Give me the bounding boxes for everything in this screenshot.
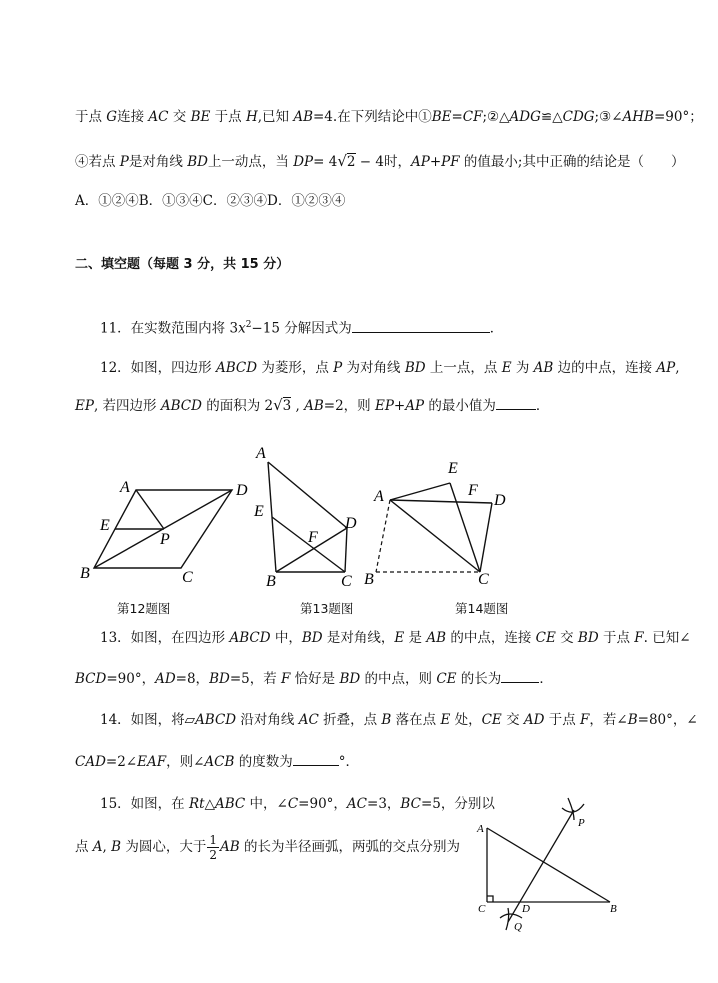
fig15-line-pq [508,810,574,922]
fig15-side-ab [487,828,610,902]
q10-line-2: ④若点 P是对角线 BD上一动点，当 DP= 4√2 − 4时，AP+PF 的值最小;其中正确的结论是（ ） [75,152,685,170]
sqrt-sign: √ [337,152,347,170]
q11: 11．在实数范围内将 $3x^2-15$ 分解因式为 ． [100,320,504,337]
fig15-label-a: A [477,823,484,835]
fig13-side-ad [268,462,347,528]
figure-13 [250,440,370,590]
fig13-label-b: B [266,573,276,590]
figure-15 [470,790,630,940]
fig13-label-d: D [345,515,357,532]
q14-line-2: CAD=2∠EAF，则∠ACB 的度数为 °． [75,754,359,770]
fig14-label-b: B [364,571,374,588]
fig15-arc-p2 [568,798,574,820]
fig12-segment-ap [136,490,164,529]
fig13-caption: 第13题图 [300,601,354,616]
fraction-one-half: $\frac{1}{2}$ [209,833,217,862]
fig14-label-d: D [494,492,506,509]
q10-choices: A．①②④B．①③④C．②③④D．①②③④ [75,193,346,209]
q13-line-1: 13．如图，在四边形 ABCD 中，BD 是对角线，E 是 AB 的中点，连接 CE 交 BD 于点 F. 已知∠ [100,630,691,646]
fig13-label-a: A [256,445,266,462]
q15-line-1: 15．如图，在 Rt△ABC 中，∠C=90°，AC=3，BC=5，分别以 [100,796,495,812]
fig14-diagonal-ac [390,500,480,572]
fig13-side-cd [345,528,347,572]
fig13-label-f: F [308,529,318,546]
fig12-label-c: C [182,569,193,585]
section-heading: 二、填空题（每题 3 分，共 15 分） [75,257,290,272]
q13-line-2: BCD=90°，AD=8，BD=5，若 F 恰好是 BD 的中点，则 CE 的长为 ． [75,671,553,687]
figure-12 [80,470,260,585]
fig15-label-p: P [578,817,585,829]
q12-line-2: EP, 若四边形 ABCD 的面积为 2√3 , AB=2，则 EP+AP 的最小值为 ． [75,396,550,414]
fig12-label-b: B [80,565,90,582]
q14-answer-blank[interactable] [293,753,339,766]
q10-line-1: 于点 G连接 AC 交 BE 于点 H,已知 AB=4.在下列结论中①BE=CF;②△ADG≌△CDG;③∠AHB=90°； [75,109,703,125]
sqrt-sign: √ [273,396,283,414]
fig13-label-c: C [341,573,352,590]
fig13-label-e: E [254,503,264,520]
fig12-label-e: E [100,517,110,534]
fig12-label-a: A [120,479,130,496]
q15-line-2: 点 A, B 为圆心，大于 $\frac{1}{2}$ AB 的长为半径画弧，两弧的交点分别为 [75,833,460,862]
fig12-label-d: D [236,482,248,499]
figure-14 [364,455,524,590]
q12-answer-blank[interactable] [496,397,536,410]
fig14-side-dc [480,503,492,572]
fig15-label-c: C [478,903,486,915]
fig14-caption: 第14题图 [455,601,509,616]
q14-line-1: 14．如图，将▱ABCD 沿对角线 AC 折叠，点 B 落在点 E 处，CE 交 AD 于点 F，若∠B=80°，∠ [100,712,698,728]
fig15-right-angle-mark [487,896,493,902]
fig14-side-ae [390,483,450,500]
fig14-dashed-ab [376,500,390,572]
fig14-label-c: C [478,571,489,588]
fig15-label-d: D [522,903,530,915]
fig14-label-e: E [448,460,458,477]
q13-answer-blank[interactable] [501,670,539,683]
fig12-label-p: P [160,531,170,548]
fig15-label-b: B [610,903,617,915]
fig15-arc-q2 [506,908,509,930]
fig14-label-a: A [374,488,384,505]
q12-line-1: 12．如图，四边形 ABCD 为菱形，点 P 为对角线 BD 上一点，点 E 为 AB 边的中点，连接 AP, [100,360,680,376]
fig14-side-ad [390,500,492,503]
fig14-label-f: F [468,482,478,499]
q11-answer-blank[interactable] [352,320,490,333]
fig15-label-q: Q [514,921,522,933]
fig12-caption: 第12题图 [117,601,171,616]
